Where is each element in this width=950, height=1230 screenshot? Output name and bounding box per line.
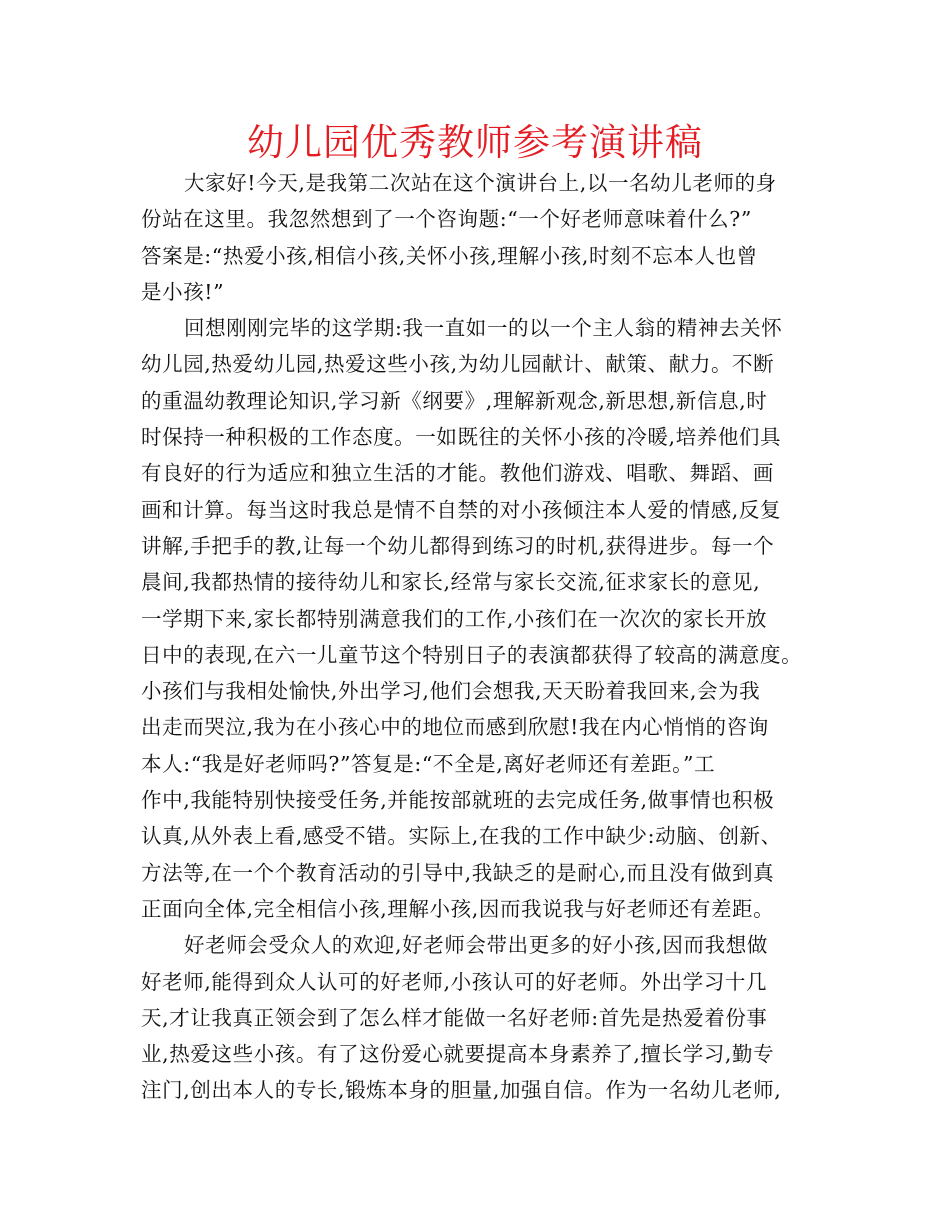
text-line: 回想刚刚完毕的这学期:我一直如一的以一个主人翁的精神去关怀 xyxy=(184,316,783,341)
text-line: 幼儿园,热爱幼儿园,热爱这些小孩,为幼儿园献计、献策、献力。不断 xyxy=(141,352,775,377)
text-line: 注门,创出本人的专长,锻炼本身的胆量,加强自信。作为一名幼儿老师, xyxy=(141,1078,782,1103)
text-line: 的重温幼教理论知识,学习新《纲要》,理解新观念,新思想,新信息,时 xyxy=(141,388,768,413)
document-title: 幼儿园优秀教师参考演讲稿 xyxy=(247,121,703,164)
text-line: 有良好的行为适应和独立生活的才能。教他们游戏、唱歌、舞蹈、画 xyxy=(141,461,774,486)
text-line: 作中,我能特别快接受任务,并能按部就班的去完成任务,做事情也积极 xyxy=(141,788,775,813)
text-line: 一学期下来,家长都特别满意我们的工作,小孩们在一次次的家长开放 xyxy=(141,606,768,631)
text-line: 天,才让我真正领会到了怎么样才能做一名好老师:首先是热爱着份事 xyxy=(141,1005,768,1030)
text-line: 时保持一种积极的工作态度。一如既往的关怀小孩的冷暖,培养他们具 xyxy=(141,425,782,450)
text-line: 大家好!今天,是我第二次站在这个演讲台上,以一名幼儿老师的身 xyxy=(184,171,777,195)
text-line: 本人:“我是好老师吗?”答复是:“不全是,离好老师还有差距。”工 xyxy=(141,751,716,776)
text-line: 正面向全体,完全相信小孩,理解小孩,因而我说我与好老师还有差距。 xyxy=(141,896,775,921)
text-line: 好老师,能得到众人认可的好老师,小孩认可的好老师。外出学习十几 xyxy=(141,969,768,994)
text-line: 出走而哭泣,我为在小孩心中的地位而感到欣慰!我在内心悄悄的咨询 xyxy=(141,715,769,740)
text-line: 画和计算。每当这时我总是情不自禁的对小孩倾注本人爱的情感,反复 xyxy=(141,497,782,522)
text-line: 业,热爱这些小孩。有了这份爱心就要提高本身素养了,擅长学习,勤专 xyxy=(141,1042,775,1067)
text-line: 是小孩!” xyxy=(141,279,225,304)
text-line: 小孩们与我相处愉快,外出学习,他们会想我,天天盼着我回来,会为我 xyxy=(141,679,761,704)
text-line: 好老师会受众人的欢迎,好老师会带出更多的好小孩,因而我想做 xyxy=(184,933,768,958)
text-line: 日中的表现,在六一儿童节这个特别日子的表演都获得了较高的满意度。 xyxy=(141,642,803,667)
text-line: 份站在这里。我忽然想到了一个咨询题:“一个好老师意味着什么?” xyxy=(141,207,752,232)
document-body xyxy=(141,165,813,1109)
text-line: 晨间,我都热情的接待幼儿和家长,经常与家长交流,征求家长的意见, xyxy=(141,570,761,595)
text-line: 讲解,手把手的教,让每一个幼儿都得到练习的时机,获得进步。每一个 xyxy=(141,533,775,558)
text-line: 方法等,在一个个教育活动的引导中,我缺乏的是耐心,而且没有做到真 xyxy=(141,860,775,885)
text-line: 答案是:“热爱小孩,相信小孩,关怀小孩,理解小孩,时刻不忘本人也曾 xyxy=(141,243,758,268)
text-line: 认真,从外表上看,感受不错。实际上,在我的工作中缺少:动脑、创新、 xyxy=(141,824,782,849)
